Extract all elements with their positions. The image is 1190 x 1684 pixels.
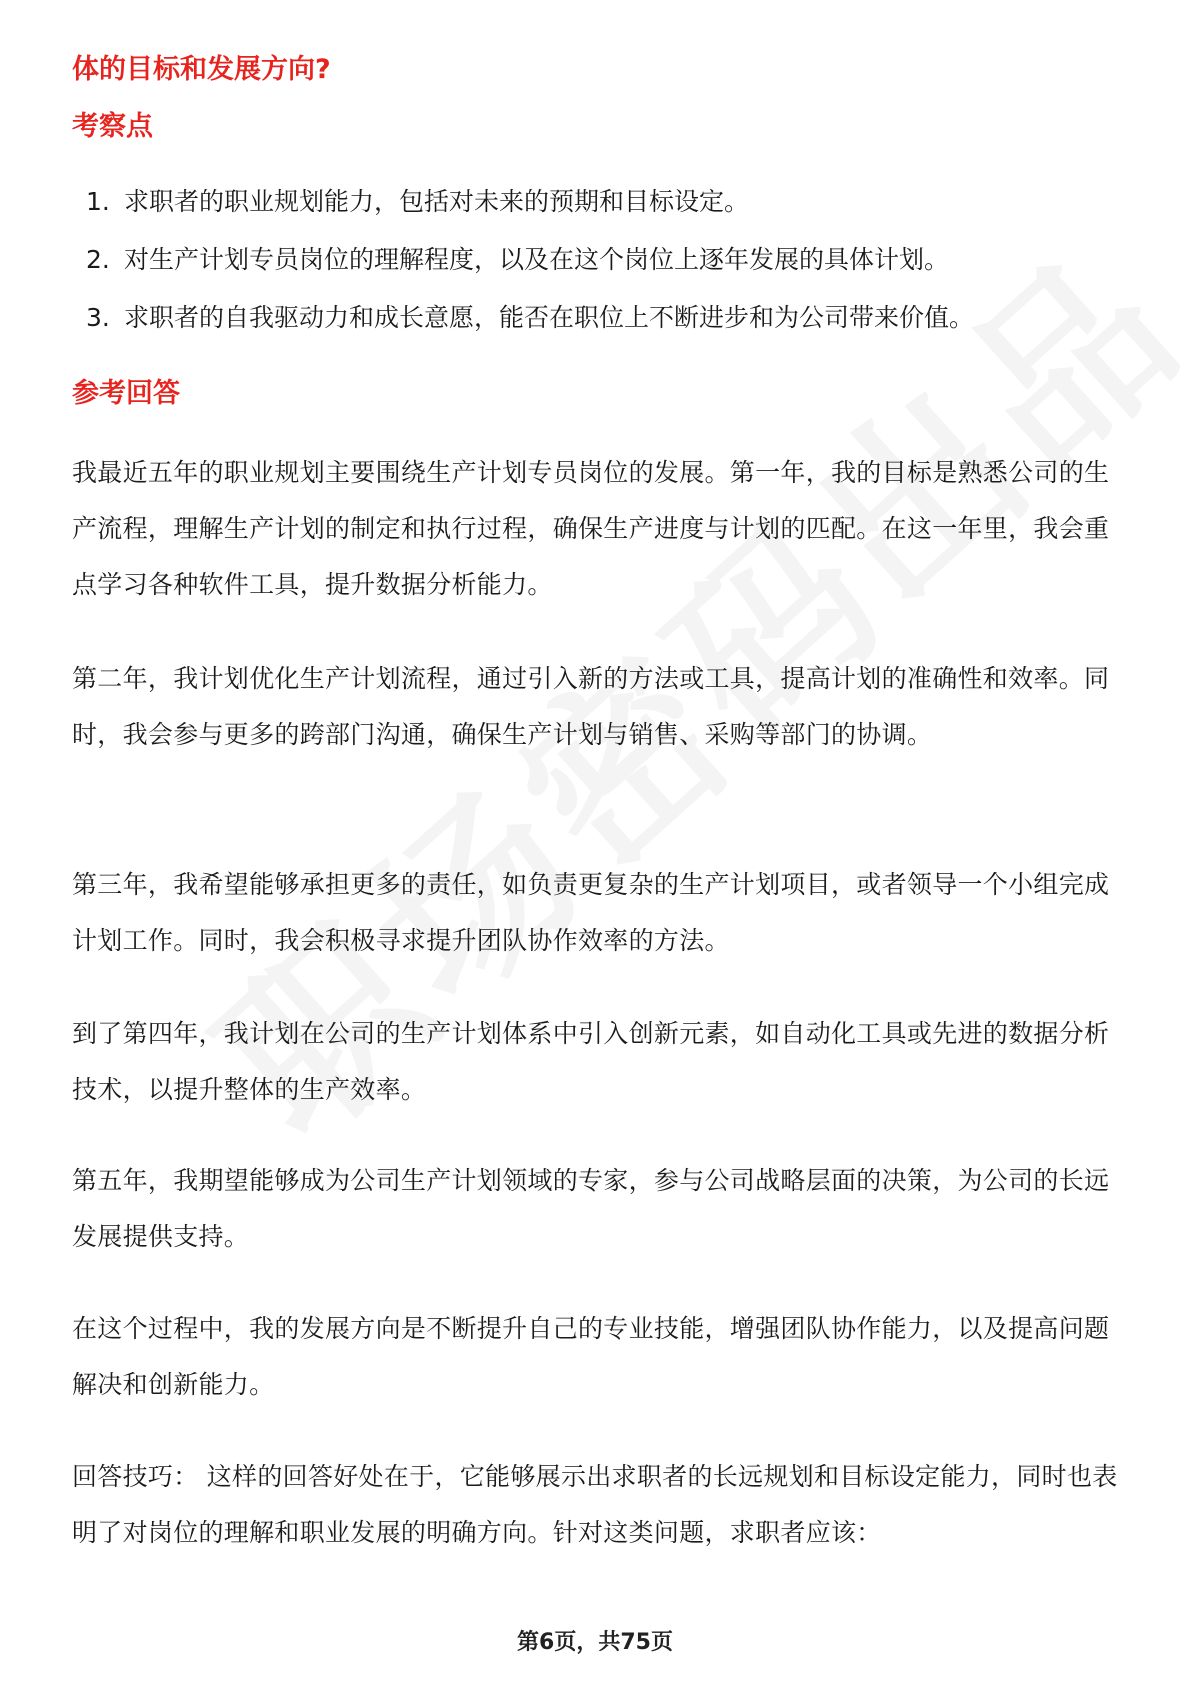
page-number-footer: 第6页，共75页 bbox=[517, 1630, 673, 1655]
list-number: 2. bbox=[86, 245, 110, 274]
answer-paragraph: 第五年，我期望能够成为公司生产计划领域的专家，参与公司战略层面的决策，为公司的长远发展提供支持。 bbox=[72, 1166, 1110, 1251]
answer-paragraph: 在这个过程中，我的发展方向是不断提升自己的专业技能，增强团队协作能力，以及提高问题解决和创新能力。 bbox=[72, 1314, 1110, 1399]
answer-paragraph: 第二年，我计划优化生产计划流程，通过引入新的方法或工具，提高计划的准确性和效率。同时，我会参与更多的跨部门沟通，确保生产计划与销售、采购等部门的协调。 bbox=[72, 664, 1110, 749]
answer-paragraph: 我最近五年的职业规划主要围绕生产计划专员岗位的发展。第一年，我的目标是熟悉公司的生产流程，理解生产计划的制定和执行过程，确保生产进度与计划的匹配。在这一年里，我会重点学习各种软件工具，提升数据分析能力。 bbox=[72, 458, 1110, 599]
list-number: 1. bbox=[86, 187, 110, 216]
question-title: 体的目标和发展方向? bbox=[72, 54, 331, 85]
list-item bbox=[72, 184, 1122, 220]
list-number: 3. bbox=[86, 303, 110, 332]
answer-paragraph: 到了第四年，我计划在公司的生产计划体系中引入创新元素，如自动化工具或先进的数据分析技术，以提升整体的生产效率。 bbox=[72, 1019, 1110, 1104]
list-item bbox=[72, 242, 1122, 278]
section-heading-kaochadian: 考察点 bbox=[72, 111, 153, 142]
section-heading-cankao: 参考回答 bbox=[72, 378, 180, 409]
list-item-text: 求职者的自我驱动力和成长意愿，能否在职位上不断进步和为公司带来价值。 bbox=[124, 303, 975, 332]
list-item bbox=[72, 300, 1122, 336]
list-item-text: 对生产计划专员岗位的理解程度，以及在这个岗位上逐年发展的具体计划。 bbox=[124, 245, 950, 274]
answer-paragraph: 第三年，我希望能够承担更多的责任，如负责更复杂的生产计划项目，或者领导一个小组完成计划工作。同时，我会积极寻求提升团队协作效率的方法。 bbox=[72, 870, 1110, 955]
evaluation-points-list bbox=[72, 184, 1122, 358]
answer-tips-paragraph: 回答技巧： 这样的回答好处在于，它能够展示出求职者的长远规划和目标设定能力，同时也表明了对岗位的理解和职业发展的明确方向。针对这类问题，求职者应该： bbox=[72, 1462, 1118, 1547]
list-item-text: 求职者的职业规划能力，包括对未来的预期和目标设定。 bbox=[124, 187, 750, 216]
